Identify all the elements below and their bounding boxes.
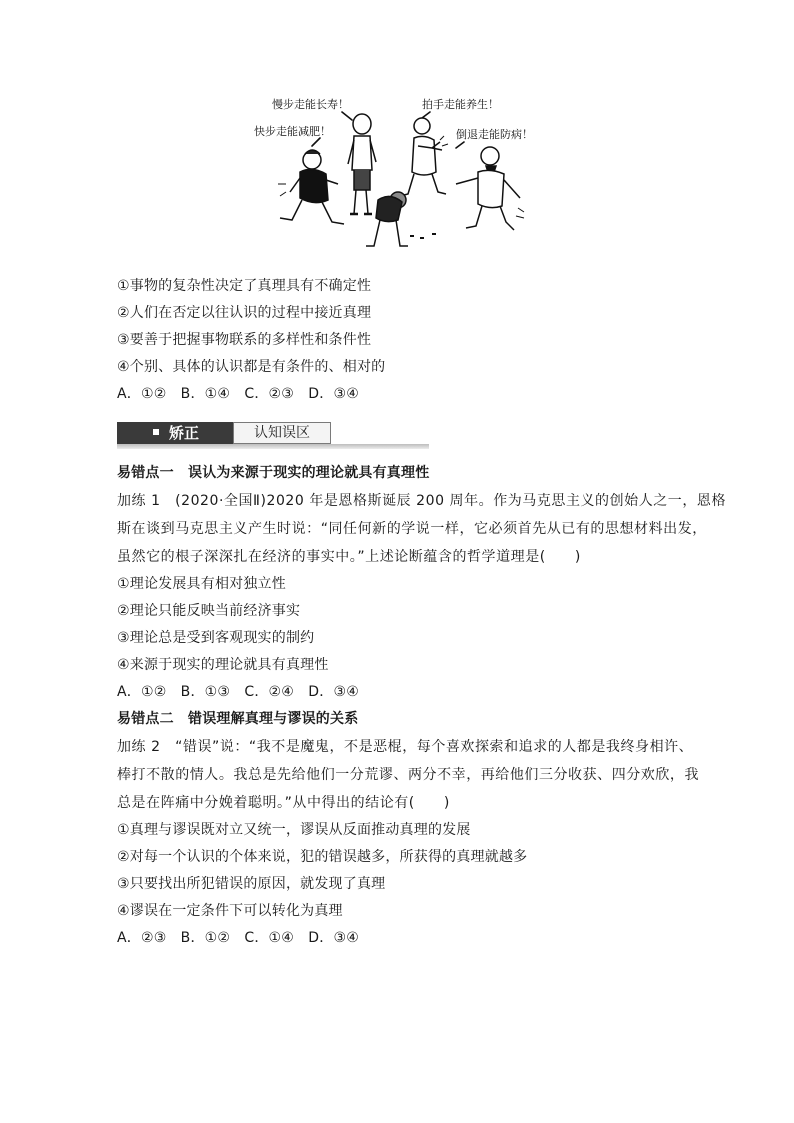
caption-clap-walk: 拍手走能养生！ — [422, 98, 499, 111]
question-stem-line: 加练 1 (2020·全国Ⅱ)2020 年是恩格斯诞辰 200 周年。作为马克思主义的创始人之一，恩格 — [117, 493, 726, 509]
caption-backward-walk: 倒退走能防病！ — [456, 128, 533, 141]
option-line: ①真理与谬误既对立又统一，谬误从反面推动真理的发展 — [117, 822, 471, 838]
question-stem-line: 虽然它的根子深深扎在经济的事实中。”上述论断蕴含的哲学道理是( ) — [117, 549, 581, 565]
option-line: ②理论只能反映当前经济事实 — [117, 603, 301, 619]
section-banner — [117, 421, 429, 449]
backward-walker-figure — [456, 147, 524, 230]
option-line: ③要善于把握事物联系的多样性和条件性 — [117, 332, 372, 348]
option-line: ④个别、具体的认识都是有条件的、相对的 — [117, 359, 386, 375]
walking-people-cartoon — [250, 88, 540, 250]
question-stem-line: 棒打不散的情人。我总是先给他们一分荒谬、两分不幸，再给他们三分收获、四分欢欣，我 — [117, 767, 699, 783]
answer-choices: A．②③ B．①② C．①④ D．③④ — [117, 930, 359, 946]
answer-choices: A．①② B．①④ C．②③ D．③④ — [117, 386, 359, 402]
option-line: ④来源于现实的理论就具有真理性 — [117, 657, 329, 673]
question-stem-line: 斯在谈到马克思主义产生时说：“同任何新的学说一样，它必须首先从已有的思想材料出发， — [117, 521, 707, 537]
option-line: ①理论发展具有相对独立性 — [117, 576, 286, 592]
error-point-title: 易错点一 误认为来源于现实的理论就具有真理性 — [117, 465, 430, 481]
option-line: ②人们在否定以往认识的过程中接近真理 — [117, 305, 372, 321]
caption-fast-walk: 快步走能减肥！ — [254, 125, 331, 138]
square-bullet-icon — [153, 429, 159, 435]
banner-main-label: 矫正 — [117, 422, 233, 444]
slow-walker-figure — [348, 114, 376, 214]
clapping-walker-figure — [400, 118, 448, 196]
option-line: ④谬误在一定条件下可以转化为真理 — [117, 903, 343, 919]
banner-sub-label: 认知误区 — [233, 422, 331, 444]
answer-choices: A．①② B．①③ C．②④ D．③④ — [117, 684, 359, 700]
option-line: ②对每一个认识的个体来说，犯的错误越多，所获得的真理就越多 — [117, 849, 528, 865]
option-line: ①事物的复杂性决定了真理具有不确定性 — [117, 278, 372, 294]
banner-rule — [117, 444, 429, 449]
error-point-title: 易错点二 错误理解真理与谬误的关系 — [117, 711, 359, 727]
caption-slow-walk: 慢步走能长寿！ — [272, 98, 349, 111]
option-line: ③理论总是受到客观现实的制约 — [117, 630, 315, 646]
bending-walker-figure — [366, 192, 436, 246]
question-stem-line: 总是在阵痛中分娩着聪明。”从中得出的结论有( ) — [117, 795, 450, 811]
question-stem-line: 加练 2 “错误”说：“我不是魔鬼，不是恶棍，每个喜欢探索和追求的人都是我终身相许、 — [117, 739, 694, 755]
option-line: ③只要找出所犯错误的原因，就发现了真理 — [117, 876, 386, 892]
fast-walker-figure — [278, 150, 344, 224]
